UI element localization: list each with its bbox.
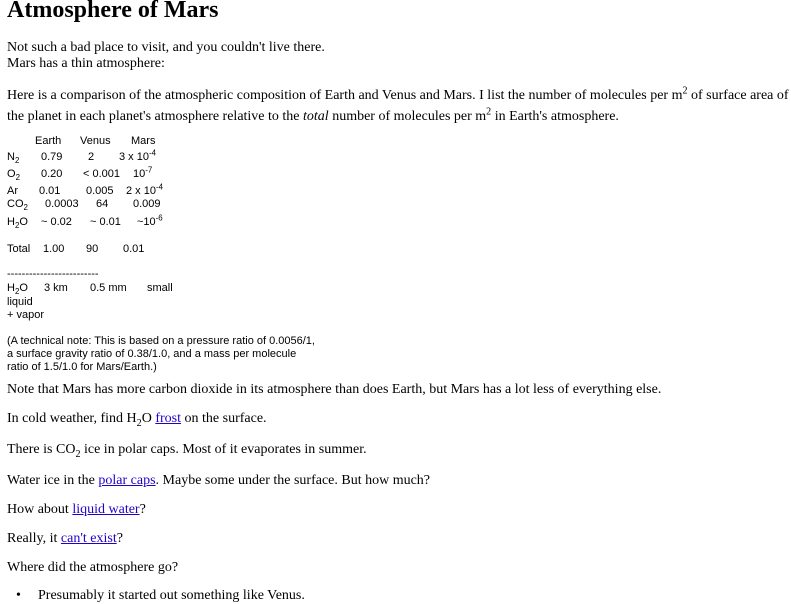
total-mars: 0.01	[123, 243, 145, 255]
water-ice-text-post: . Maybe some under the surface. But how much?	[155, 473, 431, 488]
header-venus: Venus	[80, 135, 111, 147]
liquid-text-post: ?	[139, 502, 146, 517]
gas-h2o: $H_2O$	[7, 216, 28, 231]
liquid-water-link[interactable]: liquid water	[72, 502, 140, 517]
mars-h2o: $\sim 10^{-6}$	[137, 213, 163, 228]
really-text-pre: Really, it	[7, 531, 61, 546]
polar-caps-link[interactable]: polar caps	[98, 473, 156, 488]
comparison-text-3: number of molecules per m	[328, 109, 487, 124]
frost-text-mid: O	[141, 411, 156, 426]
total-label: Total	[7, 243, 31, 255]
tech-note-line-3: ratio of 1.5/1.0 for Mars/Earth.)	[7, 361, 157, 373]
gas-co2: $CO_2$	[7, 198, 28, 213]
h2o-depth-mars: small	[147, 282, 173, 294]
mars-co2: 0.009	[133, 198, 161, 210]
mars-o2: $10^{-7}$	[133, 165, 153, 180]
comparison-text-4: in Earth's atmosphere.	[491, 109, 619, 124]
venus-h2o: ~ 0.01	[90, 216, 121, 228]
h2o-note-liquid: liquid	[7, 296, 33, 308]
venus-n2: 2	[88, 151, 95, 163]
co2-ice-text-post: ice in polar caps. Most of it evaporates in summer.	[80, 442, 367, 457]
h2o-note-vapor: + vapor	[7, 309, 44, 321]
total-venus: 90	[86, 243, 99, 255]
comparison-emphasis: total	[303, 109, 329, 124]
page-title: Atmosphere of Mars	[7, 0, 219, 23]
liquid-text-pre: How about	[7, 502, 73, 517]
bullet-item-1: • Presumably it started out something like Venus.	[38, 588, 305, 604]
venus-ar: 0.005	[86, 185, 114, 197]
h2o-depth-earth: 3 km	[44, 282, 68, 294]
venus-co2: 64	[96, 198, 109, 210]
mars-n2: 3 x $10^{-4}$	[119, 148, 156, 163]
gas-o2: $O_2$	[7, 168, 20, 183]
h2o-depth-venus: 0.5 mm	[90, 282, 127, 294]
comparison-paragraph	[7, 85, 789, 127]
co2-ice-paragraph	[7, 442, 367, 458]
earth-n2: 0.79	[41, 151, 63, 163]
intro-line-2: Mars has a thin atmosphere:	[7, 56, 165, 71]
tech-note-line-1: (A technical note: This is based on a pressure ratio of 0.0056/1,	[7, 335, 315, 347]
frost-link[interactable]: frost	[155, 411, 182, 426]
water-ice-text-pre: Water ice in the	[7, 473, 99, 488]
mars-ar: 2 x $10^{-4}$	[126, 182, 163, 197]
tech-note-line-2: a surface gravity ratio of 0.38/1.0, and a mass per molecule	[7, 348, 297, 360]
earth-co2: 0.0003	[45, 198, 79, 210]
comparison-sup-2: 2	[486, 106, 492, 118]
earth-h2o: ~ 0.02	[41, 216, 72, 228]
earth-o2: 0.20	[41, 168, 63, 180]
really-text-post: ?	[116, 531, 123, 546]
frost-text-pre: In cold weather, find H	[7, 411, 137, 426]
h2o-depth-gas: $H_2O$	[7, 282, 28, 297]
comparison-sup-1: 2	[682, 85, 688, 97]
comparison-text-2: of surface area of the planet in each planet's atmosphere relative to the	[7, 88, 789, 124]
comparison-text-1: Here is a comparison of the atmospheric composition of Earth and Venus and Mars. I list the number of molecules per m	[7, 88, 683, 103]
total-earth: 1.00	[43, 243, 65, 255]
gas-ar: Ar	[7, 185, 18, 197]
note-co2: Note that Mars has more carbon dioxide in its atmosphere than does Earth, but Mars has a lot less of everything else.	[7, 382, 662, 397]
cant-exist-link[interactable]: can't exist	[60, 531, 117, 546]
frost-paragraph	[7, 411, 267, 427]
co2-ice-sub: 2	[75, 448, 81, 460]
table-separator: -------------------------	[7, 268, 99, 280]
earth-ar: 0.01	[39, 185, 61, 197]
liquid-water-paragraph	[7, 502, 146, 518]
header-mars: Mars	[131, 135, 156, 147]
venus-o2: < 0.001	[83, 168, 121, 180]
frost-sub: 2	[136, 417, 142, 429]
frost-text-post: on the surface.	[181, 411, 267, 426]
gas-n2: $N_2$	[7, 151, 20, 166]
co2-ice-text-pre: There is CO	[7, 442, 76, 457]
intro-line-1: Not such a bad place to visit, and you couldn't live there.	[7, 40, 325, 55]
where-question: Where did the atmosphere go?	[7, 560, 179, 575]
header-earth: Earth	[35, 135, 62, 147]
really-paragraph	[7, 531, 123, 547]
water-ice-paragraph	[7, 473, 430, 489]
